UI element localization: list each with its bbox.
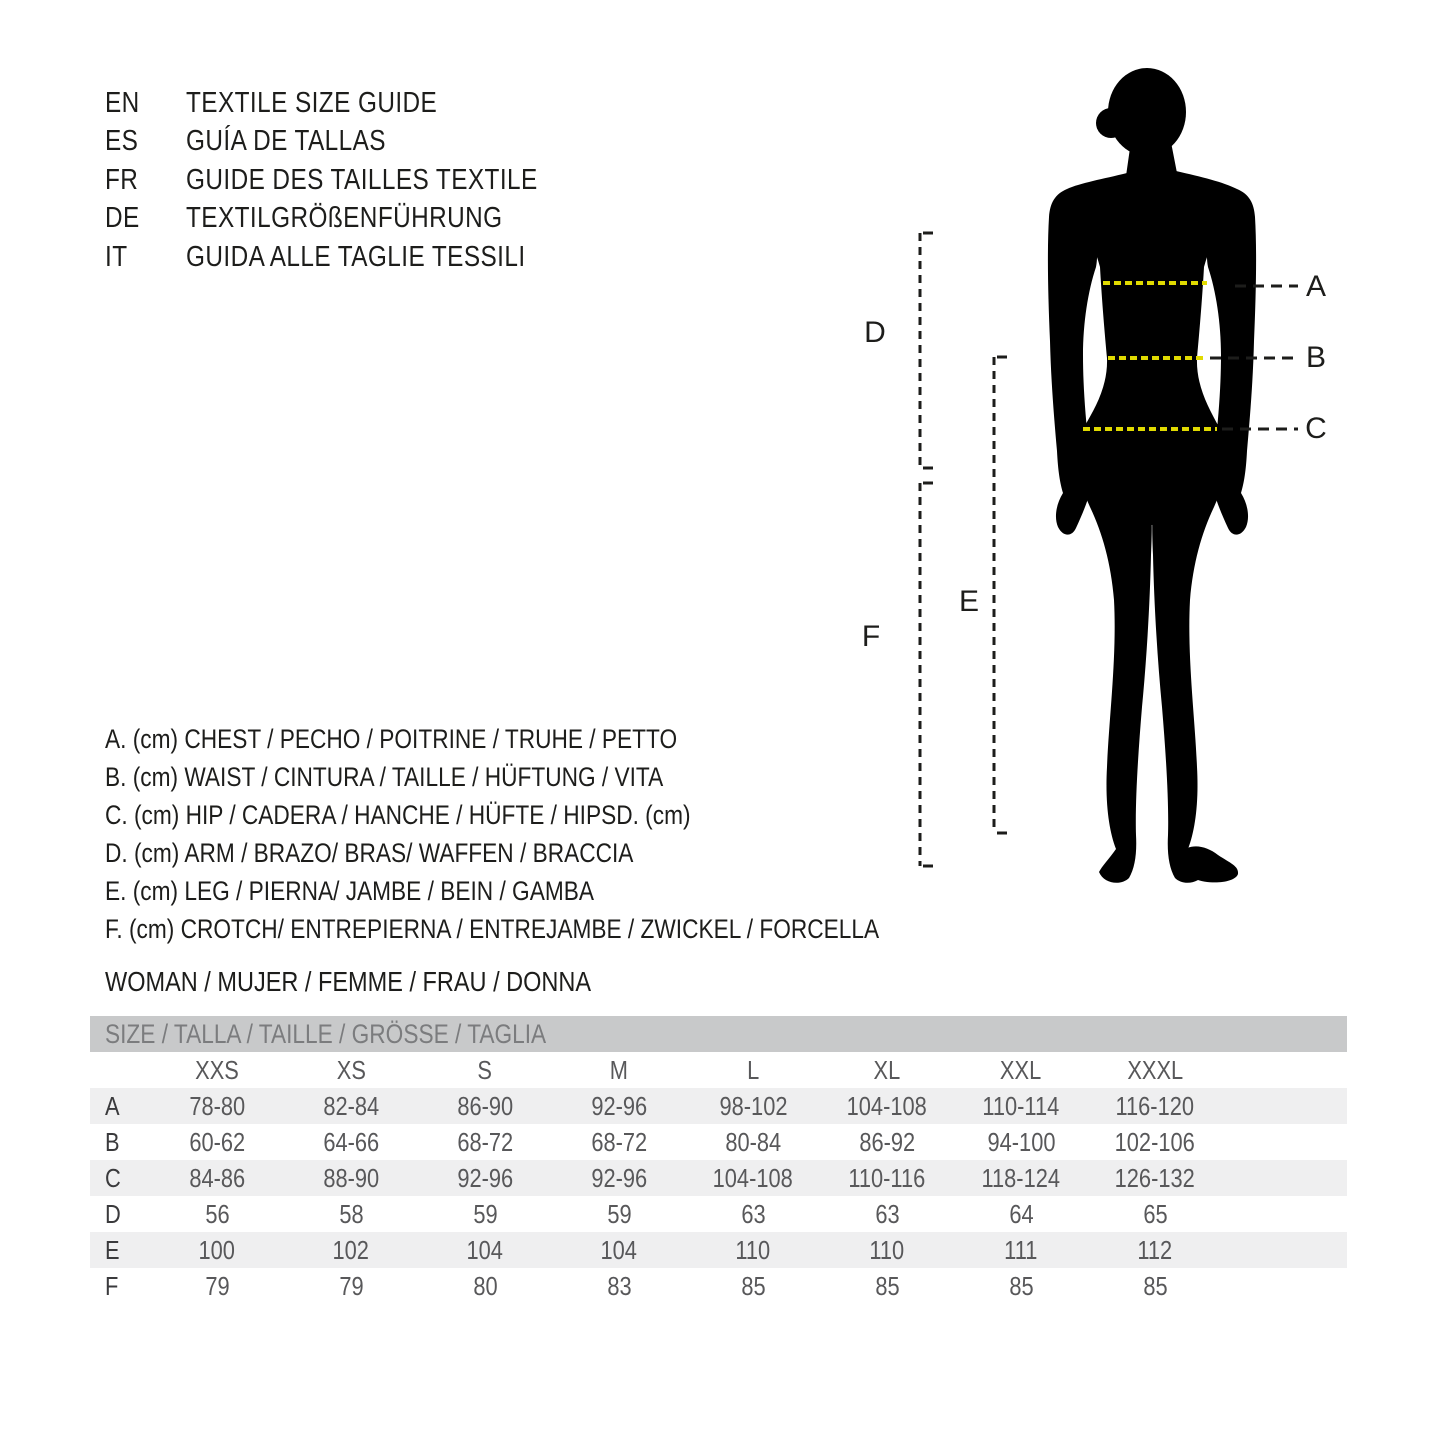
- table-cell: 104-108: [712, 1162, 794, 1193]
- size-column-header: M: [609, 1054, 629, 1085]
- size-header-row: [90, 1052, 1347, 1088]
- legend-line-chest: A. (cm) CHEST / PECHO / POITRINE / TRUHE / PETTO: [105, 723, 678, 754]
- table-row: [90, 1160, 1347, 1196]
- gender-heading-text: WOMAN / MUJER / FEMME / FRAU / DONNA: [105, 966, 592, 997]
- table-cell: 63: [874, 1198, 900, 1229]
- table-cell: 94-100: [986, 1126, 1056, 1157]
- table-cell: 79: [204, 1270, 230, 1301]
- table-cell: 68-72: [591, 1126, 647, 1157]
- language-code: FR: [105, 163, 139, 196]
- table-cell: 100: [198, 1234, 236, 1265]
- table-cell: 126-132: [1114, 1162, 1196, 1193]
- legend-line-leg: E. (cm) LEG / PIERNA/ JAMBE / BEIN / GAMBA: [105, 875, 594, 906]
- language-code: DE: [105, 202, 140, 235]
- guide-title: GUIDA ALLE TAGLIE TESSILI: [186, 240, 526, 273]
- table-cell: 80-84: [725, 1126, 781, 1157]
- table-cell: 64: [1008, 1198, 1034, 1229]
- table-cell: 78-80: [189, 1090, 245, 1121]
- table-row: [90, 1124, 1347, 1160]
- table-cell: 85: [1142, 1270, 1168, 1301]
- table-cell: 102: [332, 1234, 370, 1265]
- table-cell: 86-90: [457, 1090, 513, 1121]
- table-cell: 111: [1004, 1234, 1038, 1265]
- row-label: A: [105, 1090, 120, 1121]
- table-cell: 84-86: [189, 1162, 245, 1193]
- figure-label-chest: A: [1305, 270, 1327, 303]
- table-cell: 65: [1142, 1198, 1168, 1229]
- language-row: [105, 84, 605, 123]
- legend-line-hip: C. (cm) HIP / CADERA / HANCHE / HÜFTE / HIPSD. (cm): [105, 799, 691, 830]
- table-cell: 110-116: [848, 1162, 926, 1193]
- guide-title: GUÍA DE TALLAS: [186, 125, 386, 158]
- table-cell: 64-66: [323, 1126, 379, 1157]
- row-label: D: [105, 1198, 121, 1229]
- table-cell: 63: [740, 1198, 766, 1229]
- size-table: [90, 1016, 1347, 1304]
- figure-label-arm: D: [864, 316, 886, 349]
- table-cell: 85: [1008, 1270, 1034, 1301]
- size-table-header-text: SIZE / TALLA / TAILLE / GRÖSSE / TAGLIA: [105, 1018, 547, 1049]
- table-row: [90, 1088, 1347, 1124]
- table-cell: 79: [338, 1270, 364, 1301]
- table-cell: 82-84: [323, 1090, 379, 1121]
- table-cell: 92-96: [591, 1090, 647, 1121]
- measurement-legend: [105, 720, 1027, 948]
- table-cell: 104: [600, 1234, 638, 1265]
- language-code: ES: [105, 125, 139, 158]
- table-cell: 110-114: [982, 1090, 1060, 1121]
- row-label: [90, 1055, 150, 1086]
- table-row: [90, 1196, 1347, 1232]
- table-cell: 104: [466, 1234, 504, 1265]
- table-cell: 59: [472, 1198, 498, 1229]
- table-cell: 80: [472, 1270, 498, 1301]
- table-cell: 88-90: [323, 1162, 379, 1193]
- table-cell: 116-120: [1115, 1090, 1195, 1121]
- size-column-header: XXS: [195, 1054, 239, 1085]
- table-cell: 104-108: [846, 1090, 928, 1121]
- legend-line-arm: D. (cm) ARM / BRAZO/ BRAS/ WAFFEN / BRACCIA: [105, 837, 634, 868]
- guide-title: TEXTILE SIZE GUIDE: [186, 86, 438, 119]
- table-cell: 59: [606, 1198, 632, 1229]
- table-cell: 112: [1137, 1234, 1173, 1265]
- table-cell: 102-106: [1114, 1126, 1196, 1157]
- row-label: B: [105, 1126, 120, 1157]
- size-column-header: L: [746, 1054, 760, 1085]
- woman-silhouette: [1079, 427, 1152, 883]
- size-column-header: XL: [873, 1054, 901, 1085]
- size-column-header: XS: [336, 1054, 366, 1085]
- gender-heading: [105, 966, 684, 998]
- table-cell: 56: [204, 1198, 230, 1229]
- guide-title: GUIDE DES TAILLES TEXTILE: [186, 163, 538, 196]
- figure-label-hip: C: [1305, 412, 1327, 445]
- table-cell: 58: [338, 1198, 364, 1229]
- table-cell: 92-96: [457, 1162, 513, 1193]
- row-label: E: [105, 1234, 120, 1265]
- figure-label-waist: B: [1305, 341, 1327, 374]
- table-cell: 118-124: [981, 1162, 1061, 1193]
- woman-silhouette: [1152, 427, 1225, 883]
- language-code: IT: [105, 240, 128, 273]
- legend-line-waist: B. (cm) WAIST / CINTURA / TAILLE / HÜFTUNG / VITA: [105, 761, 664, 792]
- language-row: [105, 123, 605, 162]
- figure-label-crotch: F: [861, 620, 881, 653]
- table-cell: 92-96: [591, 1162, 647, 1193]
- woman-silhouette: [1096, 108, 1126, 138]
- table-cell: 85: [874, 1270, 900, 1301]
- language-row: [105, 238, 605, 277]
- table-row: [90, 1232, 1347, 1268]
- language-row: [105, 200, 605, 239]
- table-cell: 60-62: [189, 1126, 245, 1157]
- table-cell: 86-92: [859, 1126, 915, 1157]
- size-column-header: XXXL: [1127, 1054, 1183, 1085]
- legend-line-crotch: F. (cm) CROTCH/ ENTREPIERNA / ENTREJAMBE / ZWICKEL / FORCELLA: [105, 913, 880, 944]
- table-cell: 110: [869, 1234, 905, 1265]
- language-title-block: [105, 84, 605, 277]
- language-row: [105, 161, 605, 200]
- table-row: [90, 1268, 1347, 1304]
- size-column-header: XXL: [1000, 1054, 1042, 1085]
- size-table-body: [90, 1052, 1347, 1304]
- table-cell: 98-102: [718, 1090, 788, 1121]
- row-label: C: [105, 1162, 121, 1193]
- guide-title: TEXTILGRÖßENFÜHRUNG: [186, 202, 503, 235]
- figure-label-leg: E: [958, 585, 980, 618]
- table-cell: 83: [606, 1270, 632, 1301]
- language-code: EN: [105, 86, 140, 119]
- table-cell: 68-72: [457, 1126, 513, 1157]
- size-table-header: [90, 1016, 1347, 1052]
- row-label: F: [105, 1270, 119, 1301]
- size-column-header: S: [477, 1054, 493, 1085]
- table-cell: 85: [740, 1270, 766, 1301]
- table-cell: 110: [735, 1234, 771, 1265]
